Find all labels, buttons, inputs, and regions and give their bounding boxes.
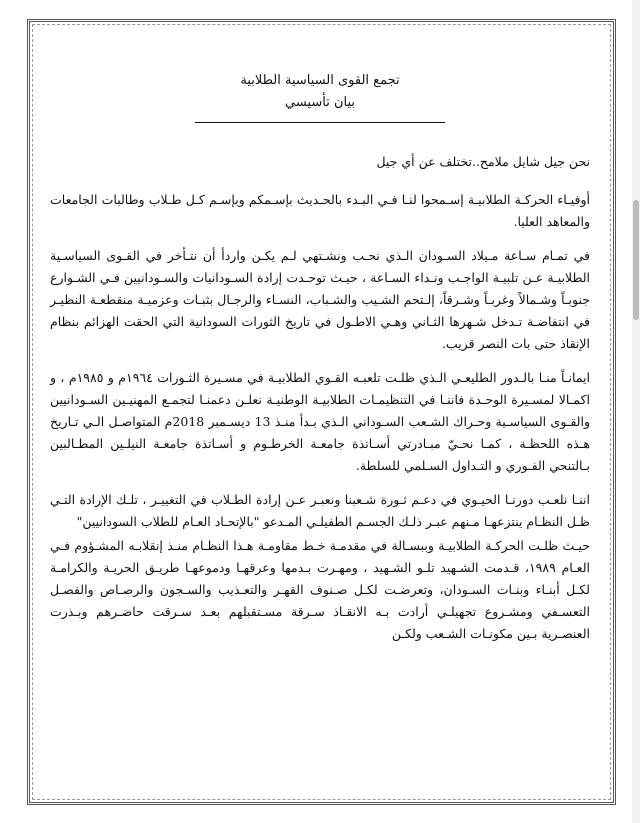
- paragraph-4: اننـا نلعـب دورنـا الحيـوي في دعـم ثـورة شـعبنا ونعبـر عـن إرادة الطـلاب في التغييـر ، تلـك الإرادة التـي ظـل النظـام ينتزعهـا مـنهم عبـر ذلـك الجسـم الطفيلـي المـدعو "بالإتحـاد العـام للطلاب السودانيين": [50, 492, 590, 529]
- paragraph-3: ايمانـاً منـا بالـدور الطليعـي الـذي ظلـت تلعبـه القـوي الطلابيـة في مسـيرة الثـورات ١٩٦٤م و ١٩٨٥م ، و اكمـالا لمسـيرة الوحـدة فاننـا في التنظيمـات الطلابيـة الوطنيـة نعلـن دعمنـا لتجمـع المهنيـين السـودانيين والقـوى السياسـية وحـراك الشـعب السـوداني الـذي بـدأ منـذ 13 ديسـمبر 2018م المتواصـل الـي تـاريخ هـذه اللحظـة ، كمـا نحـيّ مبـادرتي أسـاتذة جامعـة الخرطـوم و أسـاتذة جامعـة النيلـين المطـالبين بـالتنحي الفـوري و التـداول السـلمي للسلطة.: [50, 370, 590, 473]
- vertical-scrollbar[interactable]: [632, 0, 640, 823]
- title-underline: [195, 122, 445, 123]
- paragraph-1: أوفيـاء الحركـة الطلابيـة إسـمحوا لنـا فـي البـدء بالحـديث بإسـمكم وبإسـم كـل طـلاب وطالبات الجامعات والمعاهد العليا.: [50, 192, 590, 229]
- scrollbar-thumb[interactable]: [633, 200, 639, 320]
- document-title: تجمع القوى السياسية الطلابية: [240, 73, 400, 88]
- paragraph-2: في تمـام سـاعة مـيلاد السـودان الـذي نحـب ونشـتهي لـم يكـن واردأ أن نتـأخر في القـوى السياسـية الطلابيـة عـن تلبيـة الواجـب ونـداء السـاعة ، حيـث توحـدت إرادة السـودانيات والسـودانيين فـي الشـوارع جنوبـاً وشـمالاً وغربـاً وشـرقاً، إلـتحم الشـيب والشـباب، النسـاء والرجـال بثبـات وعزميـة منقطعـة النظيـر في انتفاضـة تـدخل شـهرها الثـاني وهـي الاطـول في تاريخ الثورات السودانية التي الحقت الهزائم بنظام الإنقاذ حتى بات النصر قريب.: [50, 248, 590, 351]
- paragraph-5: حيـث ظلـت الحركـة الطلابيـة وببسـالة في مقدمـة خـط مقاومـة هـذا النظـام منـذ إنقلابـه المشـؤوم فـي العـام ١٩٨٩، قـدمت الشـهيد تلـو الشـهيد ، ومهـرت بـدمها وعرقهـا ودموعهـا طريـق الحريـة والكرامـة لكـل أبنـاء وبنـات السـودان، وتعرضـت لكـل صـنوف القهـر والتعـذيب والسـجون والرصـاص والفصـل التعسـفي ومشـروع تجهيلـي أرادت بـه الانقـاذ سـرقة مسـتقبلهم بعـد سـرقت حاضـرهم وبـذرت العنصـرية بـين مكونـات الشـعب ولكـن: [50, 538, 590, 641]
- document-body: [50, 70, 590, 657]
- tagline: نحن جيل شايل ملامح..تختلف عن أي جيل: [376, 154, 590, 169]
- document-subtitle: بيان تأسيسي: [284, 95, 355, 110]
